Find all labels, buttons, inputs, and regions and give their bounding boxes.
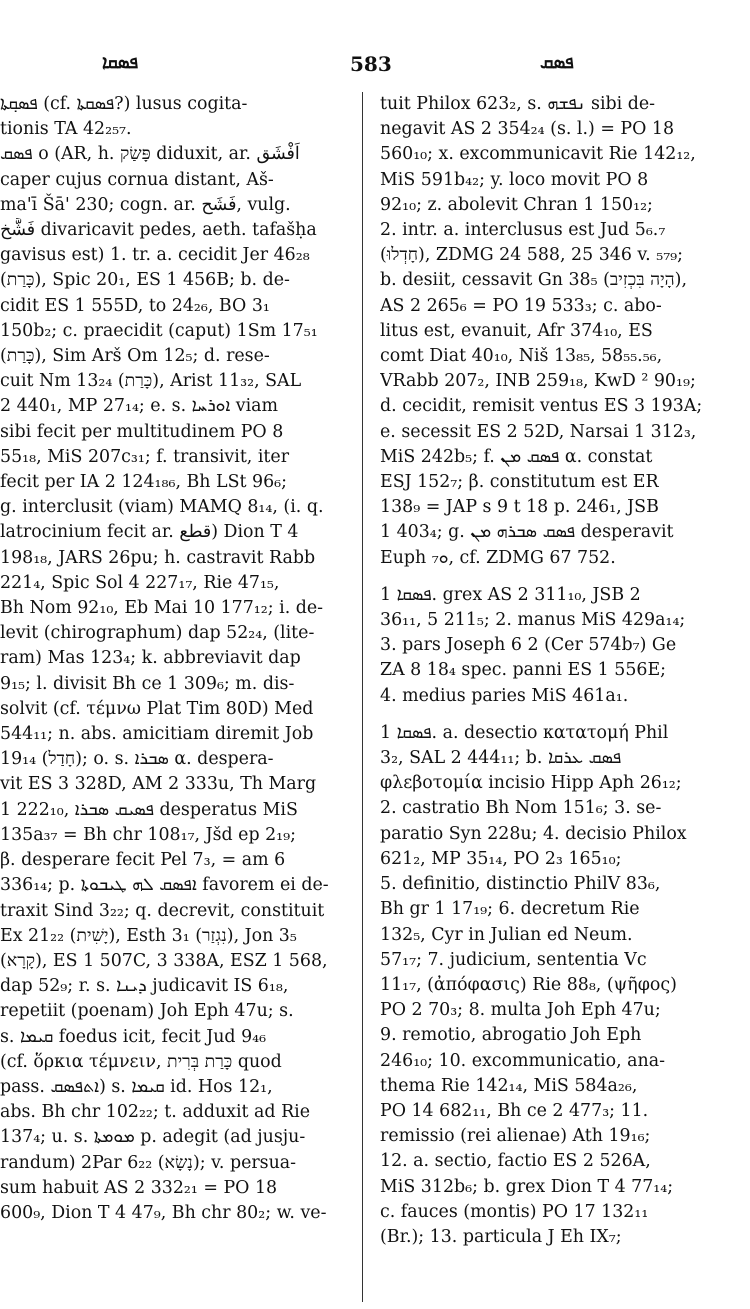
text-line: latrocinium fecit ar. قطع) Dion T 4	[0, 522, 299, 543]
text-line: (כָּרַת), Spic 20₁, ES 1 456B; b. de-	[0, 270, 290, 291]
text-line: MiS 591b₄₂; y. loco movit PO 8	[380, 169, 649, 190]
text-line: 9. remotio, abrogatio Joh Eph	[380, 1025, 642, 1046]
text-line: solvit (cf. τέμνω Plat Tim 80D) Med	[0, 698, 314, 719]
text-line: remissio (rei alienae) Ath 19₁₆;	[380, 1126, 651, 1147]
text-line: 135a₃₇ = Bh chr 108₁₇, Jšd ep 2₁₉;	[0, 824, 296, 845]
text-line: 246₁₀; 10. excommunicatio, ana-	[380, 1050, 665, 1071]
text-line: 9₁₅; l. divisit Bh ce 1 309₆; m. dis-	[0, 673, 295, 694]
text-line: paratio Syn 228u; 4. decisio Philox	[380, 823, 687, 844]
text-line: g. interclusit (viam) MAMQ 8₁₄, (i. q.	[0, 497, 324, 518]
text-line: gavisus est) 1. tr. a. cecidit Jer 46₂₈	[0, 245, 310, 266]
text-line: 36₁₁, 5 211₅; 2. manus MiS 429a₁₄;	[380, 610, 686, 631]
text-line: 1 222₁₀, ܦܣܝܩ ܣܒܪܐ desperatus MiS	[0, 799, 298, 820]
text-line: vit ES 3 328D, AM 2 333u, Th Marg	[0, 774, 317, 795]
column-divider	[362, 92, 363, 1302]
text-line: 221₄, Spic Sol 4 227₁₇, Rie 47₁₅,	[0, 572, 280, 593]
text-line: 12. a. sectio, factio ES 2 526A,	[380, 1151, 651, 1172]
text-line: b. desiit, cessavit Gn 38₅ (הָיָה בִּכְזִיב),	[380, 270, 687, 291]
text-line: 560₁₀; x. excommunicavit Rie 142₁₂,	[380, 144, 696, 165]
text-line: MiS 312b₆; b. grex Dion T 4 77₁₄;	[380, 1176, 674, 1197]
text-line: 132₅, Cyr in Julian ed Neum.	[380, 924, 633, 945]
text-line: 150b₂; c. praecidit (caput) 1Sm 17₅₁	[0, 320, 318, 341]
text-line: 137₄; u. s. ܡܘܡܬܐ p. adegit (ad jusju-	[0, 1127, 306, 1148]
text-line: 1 403₄; g. ܦܣܩ ܣܒܪܗ ܡܢ desperavit	[380, 522, 674, 543]
text-line: pass. ܐܬܦܣܩ) s. ܩܝܡܐ id. Hos 12₁,	[0, 1076, 273, 1097]
text-line: 2. intr. a. interclusus est Jud 5₆.₇	[380, 220, 666, 241]
text-line: ZA 8 18₄ spec. panni ES 1 556E;	[380, 660, 667, 681]
left-column	[0, 92, 348, 1226]
text-line: thema Rie 142₁₄, MiS 584a₂₆,	[380, 1075, 638, 1096]
text-line: levit (chirographum) dap 52₂₄, (lite-	[0, 623, 315, 644]
text-line: VRabb 207₂, INB 259₁₈, KwD ² 90₁₉;	[380, 371, 696, 392]
text-line: 3₂, SAL 2 444₁₁; b. ܦܣܩ ܥܪܩܐ	[380, 748, 622, 769]
text-line: (חָדְלוּ), ZDMG 24 588, 25 346 v. ₅₇₉;	[380, 245, 684, 266]
text-line: 5. definitio, distinctio PhilV 83₆,	[380, 874, 661, 895]
text-line: e. secessit ES 2 52D, Narsai 1 312₃,	[380, 421, 697, 442]
text-line: φλεβοτομία incisio Hipp Aph 26₁₂;	[380, 773, 682, 794]
text-line: 19₁₄ (חָדַל); o. s. ܣܒܪܐ α. despera-	[0, 749, 274, 770]
text-line: negavit AS 2 354₂₄ (s. l.) = PO 18	[380, 119, 675, 140]
text-line: repetiit (poenam) Joh Eph 47u; s.	[0, 1001, 294, 1022]
right-running-head: ܦܣܩ	[540, 52, 574, 73]
text-line: comt Diat 40₁₀, Niš 13₈₅, 58₅₅.₅₆,	[380, 346, 663, 367]
text-line: traxit Sind 3₂₂; q. decrevit, constituit	[0, 900, 325, 921]
entry-gap	[380, 709, 724, 721]
text-line: (cf. ὅρκια τέμνειν, כָּרַת בְּרִית quod	[0, 1051, 282, 1072]
page-header	[0, 52, 750, 82]
text-line: 336₁₄; p. ܐܦܣܩ ܠܗ ܛܝܒܘܬܐ favorem ei de-	[0, 875, 329, 896]
text-line: caper cujus cornua distant, Aš-	[0, 169, 274, 190]
text-line: Bh Nom 92₁₀, Eb Mai 10 177₁₂; i. de-	[0, 598, 324, 619]
text-line: 138₉ = JAP s 9 t 18 p. 246₁, JSB	[380, 497, 659, 518]
text-line: cidit ES 1 555D, to 24₂₆, BO 3₁	[0, 295, 270, 316]
text-line: c. fauces (montis) PO 17 132₁₁	[380, 1201, 649, 1222]
text-line: (כָּרַת), Sim Arš Om 12₅; d. rese-	[0, 346, 270, 367]
text-line: ram) Mas 123₄; k. abbreviavit dap	[0, 648, 301, 669]
text-line: 11₁₇, (ἀπόφασις) Rie 88₈, (ψῆφος)	[380, 974, 677, 995]
text-line: 4. medius paries MiS 461a₁.	[380, 685, 629, 706]
text-line: ESJ 152₇; β. constitutum est ER	[380, 472, 659, 493]
text-line: PO 2 70₃; 8. multa Joh Eph 47u;	[380, 1000, 661, 1021]
left-running-head: ܦܣܩܐ	[102, 52, 139, 73]
text-line: PO 14 682₁₁, Bh ce 2 477₃; 11.	[380, 1100, 649, 1121]
text-line: 2. castratio Bh Nom 151₆; 3. se-	[380, 798, 662, 819]
page-number: 583	[350, 52, 392, 76]
text-line: (Br.); 13. particula J Eh IX₇;	[380, 1226, 622, 1247]
text-line: (קָרָא), ES 1 507C, 3 338A, ESZ 1 568,	[0, 950, 328, 971]
text-line: ܦܣܩ o (AR, h. פָּשַׂק diduxit, ar. اَفْشَق	[0, 144, 300, 165]
text-line: 57₁₇; 7. judicium, sententia Vc	[380, 949, 647, 970]
text-line: AS 2 265₆ = PO 19 533₃; c. abo-	[380, 295, 662, 316]
text-line: s. ܩܝܡܐ foedus icit, fecit Jud 9₄₆	[0, 1026, 267, 1047]
right-column	[380, 92, 724, 1250]
text-line: ܦܣܩ݂ܬܐ (cf. ܦܣܩܬܐ?) lusus cogita-	[0, 94, 248, 114]
text-line: ܦܣܩܐ 1. a. desectio κατατομή Phil	[380, 722, 669, 743]
text-line: litus est, evanuit, Afr 374₁₀, ES	[380, 320, 653, 341]
text-line: sum habuit AS 2 332₂₁ = PO 18	[0, 1177, 278, 1198]
text-line: 3. pars Joseph 6 2 (Cer 574b₇) Ge	[380, 635, 677, 656]
text-line: tuit Philox 623₂, s. ܢܦܫܗ sibi de-	[380, 94, 656, 114]
entry-gap	[380, 571, 724, 583]
text-line: 2 440₁, MP 27₁₄; e. s. ܐܘܪܚܐ viam	[0, 396, 279, 417]
text-line: 600₉, Dion T 4 47₉, Bh chr 80₂; w. ve-	[0, 1202, 327, 1223]
text-line: dap 52₉; r. s. ܕܝܢܐ judicavit IS 6₁₈,	[0, 976, 289, 997]
text-line: abs. Bh chr 102₂₂; t. adduxit ad Rie	[0, 1102, 311, 1123]
text-line: 621₂, MP 35₁₄, PO 2₃ 165₁₀;	[380, 848, 622, 869]
text-line: 92₁₀; z. abolevit Chran 1 150₁₂;	[380, 194, 653, 215]
text-line: فَشَّخ divaricavit pedes, aeth. tafašḥa	[0, 220, 317, 241]
text-line: fecit per IA 2 124₁₈₆, Bh LSt 96₆;	[0, 472, 287, 493]
text-line: β. desperare fecit Pel 7₃, = am 6	[0, 850, 286, 871]
text-line: MiS 242b₅; f. ܦܣܩ ܡܢ α. constat	[380, 446, 653, 467]
text-line: Bh gr 1 17₁₉; 6. decretum Rie	[380, 899, 640, 920]
text-line: Ex 21₂₂ (יָשִׁית), Esth 3₁ (נִגְזַר), Jon 3₅	[0, 925, 297, 946]
text-line: randum) 2Par 6₂₂ (נָשָׂא); v. persua-	[0, 1152, 297, 1173]
text-line: ܦܣܩܐ 1. grex AS 2 311₁₀, JSB 2	[380, 584, 641, 605]
text-line: cuit Nm 13₂₄ (כָּרַת), Arist 11₃₂, SAL	[0, 371, 302, 392]
text-line: sibi fecit per multitudinem PO 8	[0, 421, 284, 442]
text-line: 544₁₁; n. abs. amicitiam diremit Job	[0, 724, 314, 745]
text-line: 55₁₈, MiS 207c₃₁; f. transivit, iter	[0, 446, 290, 467]
text-line: tionis TA 42₂₅₇.	[0, 119, 132, 140]
text-line: d. cecidit, remisit ventus ES 3 193A;	[380, 396, 703, 417]
text-line: Euph ܘ₇, cf. ZDMG 67 752.	[380, 547, 616, 568]
text-line: ma'ī Šā' 230; cogn. ar. فَشَح, vulg.	[0, 194, 291, 215]
text-line: 198₁₈, JARS 26pu; h. castravit Rabb	[0, 547, 316, 568]
